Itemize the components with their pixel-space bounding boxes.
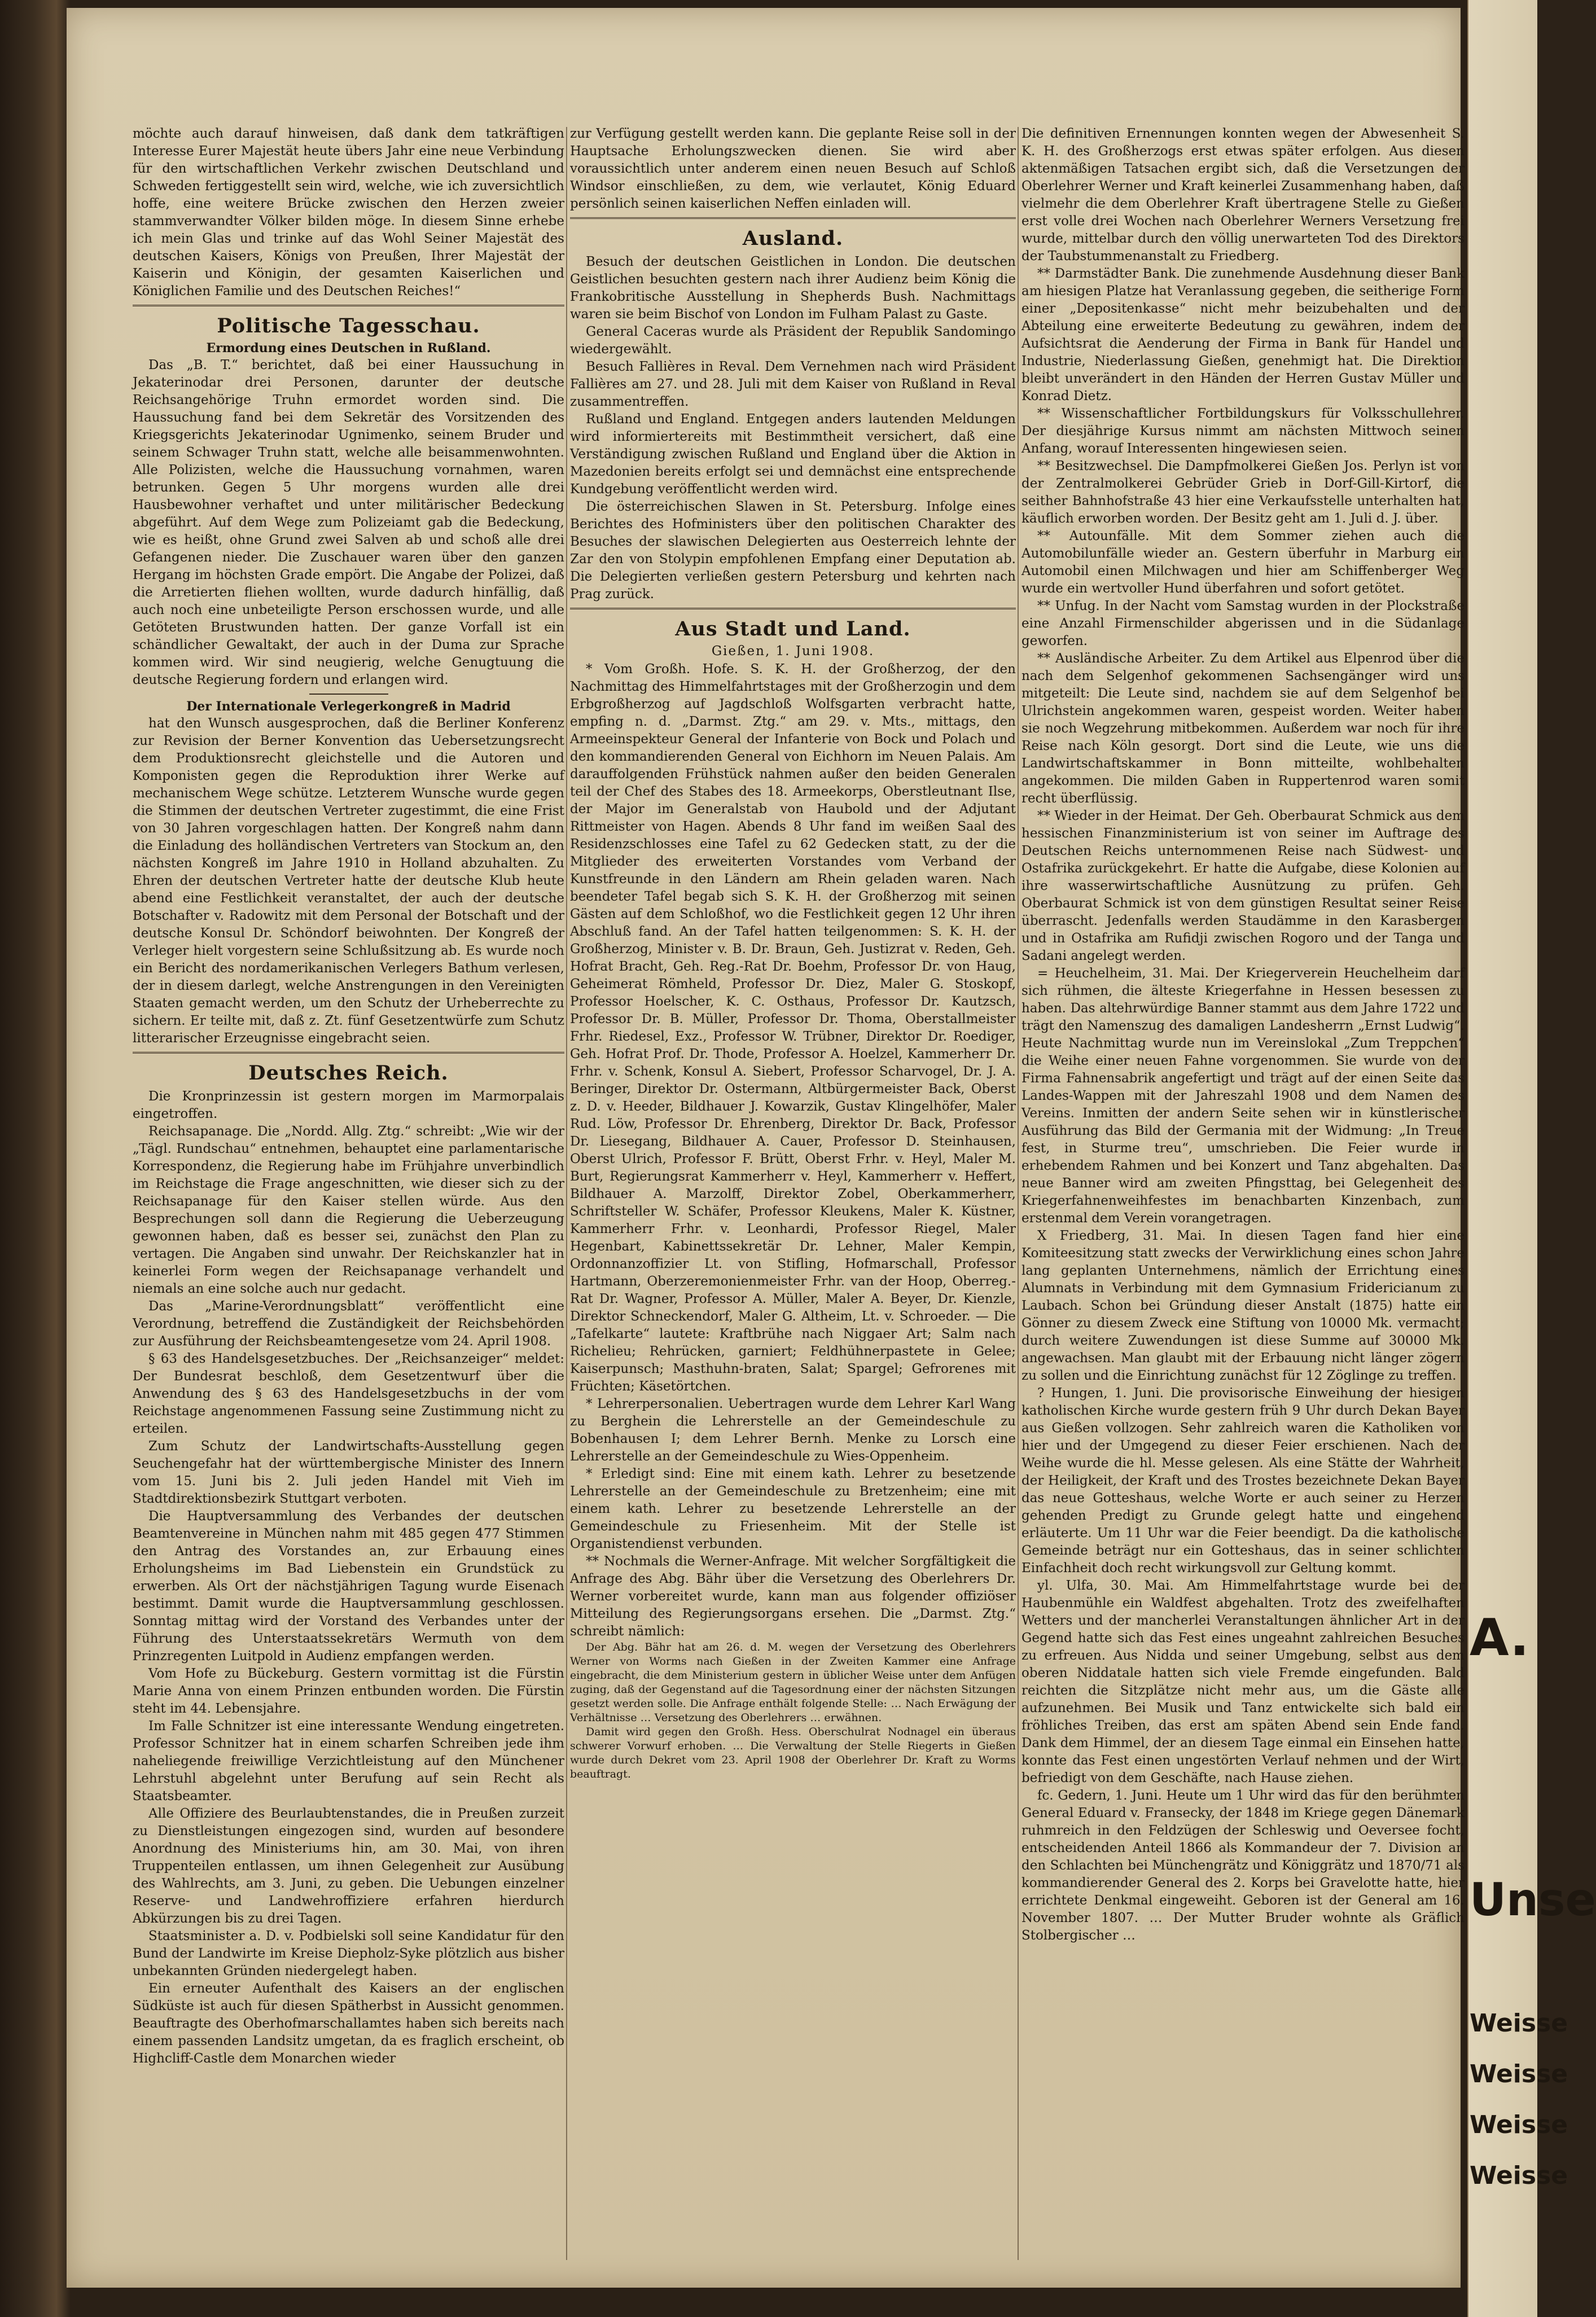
- article-paragraph: Reichsapanage. Die „Nordd. Allg. Ztg.“ schreibt: „Wie wir der „Tägl. Rundschau“ entnehmen, behauptet eine parlamentarische Korrespondenz, die Regierung habe im Frühjahre unverbindlich im Reichstage die Frage angeschnitten, wie dieser sich zu der Reichsapanage für den Kaiser stellen würde. Aus den Besprechungen soll dann die Regierung die Ueberzeugung gewonnen haben, daß es besser sei, zunächst den Plan zu vertagen. Die Angaben sind unwahr. Der Reichskanzler hat in keinerlei Form wegen der Reichsapanage verhandelt und niemals an eine solche auch nur gedacht.: [133, 1124, 564, 1296]
- heading-politische-tagesschau: Politische Tagesschau.: [217, 314, 480, 337]
- article-paragraph: hat den Wunsch ausgesprochen, daß die Berliner Konferenz zur Revision der Berner Konvention das Uebersetzungsrecht dem Produktionsrecht gleichstelle und die Autoren und Komponisten gegen die Reproduktion ihrer Werke auf mechanischem Wege schütze. Letzterem Wunsche wurde gegen die Stimmen der deutschen Vertreter zugestimmt, die eine Frist von 30 Jahren vorgeschlagen hatten. Der Kongreß nahm dann die Einladung des holländischen Vertreters van Stockum an, den nächsten Kongreß im Jahre 1910 in Holland abzuhalten. Zu Ehren der deutschen Vertreter hatte der deutsche Klub heute abend eine Festlichkeit veranstaltet, der auch der deutsche Botschafter v. Radowitz mit dem Personal der Botschaft und der deutsche Konsul Dr. Schöndorf beiwohnten. Der Kongreß der Verleger hielt vorgestern seine Schlußsitzung ab. Es wurde noch ein Bericht des nordamerikanischen Verlegers Bathum verlesen, der in diesem darlegt, welche Anstrengungen in den Vereinigten Staaten gemacht werden, um den Schutz der Urheberrechte zu sichern. Er teilte mit, daß z. Zt. fünf Gesetzentwürfe zum Schutz litterarischer Erzeugnisse eingebracht seien.: [133, 716, 564, 1046]
- local-news-articles: [1021, 265, 1465, 1945]
- adjacent-ad-text: Weisse: [1470, 2060, 1568, 2088]
- article-paragraph: ** Wieder in der Heimat. Der Geh. Oberbaurat Schmick aus dem hessischen Finanzministerium ist von seiner im Auftrage des Deutschen Reichs unternommenen Reise nach Südwest- und Ostafrika zurückgekehrt. Er hatte die Aufgabe, diese Kolonien auf ihre wasserwirtschaftliche Ausnützung zu prüfen. Geh. Oberbaurat Schmick ist von dem günstigen Resultat seiner Reise überrascht. Jedenfalls werden Staudämme in den Karasbergen und in Ostafrika am Rufidji zwischen Rogoro und der Tanga und Sadani angelegt werden.: [1021, 809, 1465, 963]
- column-divider: [1018, 127, 1019, 2260]
- column-3-opening: Die definitiven Ernennungen konnten wegen der Abwesenheit S. K. H. des Großherzogs erst etwas später erfolgen. Aus diesen aktenmäßigen Tatsachen ergibt sich, daß die Versetzungen der Oberlehrer Werner und Kraft keinerlei Zusammenhang haben, daß vielmehr die dem Oberlehrer Kraft übertragene Stelle zu Gießen erst volle drei Wochen nach Oberlehrer Werners Versetzung frei wurde, mittelbar durch den völlig unerwarteten Tod des Direktors der Taubstummenanstalt zu Friedberg.: [1021, 126, 1465, 264]
- article-paragraph: * Vom Großh. Hofe. S. K. H. der Großherzog, der den Nachmittag des Himmelfahrtstages mit der Großherzogin und dem Erbgroßherzog auf Jagdschloß Wolfsgarten verbracht hatte, empfing n. d. „Darmst. Ztg.“ am 29. v. Mts., mittags, den Armeeinspekteur General der Infanterie von Bock und Polach und den kommandierenden General von Eichhorn im Neuen Palais. Am darauffolgenden Frühstück nahmen außer den beiden Generalen teil der Chef des Stabes des 18. Armeekorps, Oberstleutnant Ilse, der Major im Generalstab von Haubold und der Adjutant Rittmeister von Hagen. Abends 8 Uhr fand im weißen Saal des Residenzschlosses eine Tafel zu 62 Gedecken statt, zu der die Mitglieder des erweiterten Vorstandes vom Verband der Kunstfreunde in den Ländern am Rhein geladen waren. Nach beendeter Tafel begab sich S. K. H. der Großherzog mit seinen Gästen auf dem Schloßhof, wo die Festlichkeit gegen 12 Uhr ihren Abschluß fand. An der Tafel hatten teilgenommen: S. K. H. der Großherzog, Minister v. B. Dr. Braun, Geh. Justizrat v. Reden, Geh. Hofrat Bracht, Geh. Reg.-Rat Dr. Boehm, Professor Dr. von Haug, Geheimerat Römheld, Professor Dr. Diez, Maler G. Stoskopf, Professor Hoelscher, K. C. Osthaus, Professor Dr. Kautzsch, Professor Dr. B. Müller, Professor Dr. Thoma, Oberstallmeister Frhr. Riedesel, Exz., Professor W. Trübner, Direktor Dr. Roediger, Geh. Hofrat Prof. Dr. Thode, Professor A. Hoelzel, Kammerherr Dr. Frhr. v. Schenk, Konsul A. Siebert, Professor Scharvogel, Dr. J. A. Beringer, Direktor Dr. Ostermann, Altbürgermeister Back, Oberst z. D. v. Heeder, Bildhauer J. Kowarzik, Gustav Klingelhöfer, Maler Rud. Löw, Professor Dr. Ehrenberg, Direktor Dr. Back, Professor Dr. Liesegang, Bildhauer A. Cauer, Professor D. Steinhausen, Oberst Ulrich, Professor F. Brütt, Oberst Frhr. v. Heyl, Maler M. Burt, Regierungsrat Kammerherr v. Heyl, Kammerherr v. Heffert, Bildhauer A. Marzolff, Direktor Zobel, Oberkammerherr, Schriftsteller W. Schäfer, Professor Kleukens, Maler K. Küstner, Kammerherr Frhr. v. Leonhardi, Professor Riegel, Maler Hegenbart, Kabinettssekretär Dr. Lehner, Maler Kempin, Ordonnanzoffizier Lt. von Stifling, Hofmarschall, Professor Hartmann, Oberzeremonienmeister Frhr. van der Hoop, Oberreg.-Rat Dr. Wagner, Professor A. Müller, Maler A. Beyer, Dr. Kienzle, Direktor Schneckendorf, Maler G. Altheim, Lt. v. Schroeder. — Die „Tafelkarte“ lautete: Kraftbrühe nach Niggaer Art; Salm nach Richelieu; Rehrücken, garniert; Feldhühnerpastete in Gelee; Kaiserpunsch; Masthuhn-braten, Salat; Spargel; Gefrorenes mit Früchten; Käsetörtchen.: [570, 662, 1016, 1394]
- column-2-opening: zur Verfügung gestellt werden kann. Die geplante Reise soll in der Hauptsache Erholungszwecken dienen. Sie wird aber voraussichtlich unter anderem einen neuen Besuch auf Schloß Windsor einschließen, zu dem, wie verlautet, König Eduard persönlich seinen kaiserlichen Neffen einladen will.: [570, 126, 1016, 211]
- heading-ausland: Ausland.: [742, 227, 844, 250]
- article-paragraph: * Erledigt sind: Eine mit einem kath. Lehrer zu besetzende Lehrerstelle an der Gemeindeschule zu Bretzenheim; eine mit einem kath. Lehrer zu besetzende Lehrerstelle an der Gemeindeschule zu Friesenheim. Mit der Stelle ist Organistendienst verbunden.: [570, 1467, 1016, 1551]
- adjacent-ad-text: Weisse: [1470, 2009, 1568, 2038]
- subheading-russland: Ermordung eines Deutschen in Rußland.: [206, 341, 491, 356]
- heading-deutsches-reich: Deutsches Reich.: [248, 1061, 449, 1085]
- column-1: [133, 125, 564, 2270]
- article-paragraph: ** Darmstädter Bank. Die zunehmende Ausdehnung dieser Bank am hiesigen Platze hat Veranlassung gegeben, die seitherige Form einer „Depositenkasse“ nicht mehr beizubehalten und der Abteilung eine erweiterte Bedeutung zu gewähren, indem der Aufsichtsrat die Aenderung der Firma in Bank für Handel und Industrie, Niederlassung Gießen, genehmigt hat. Die Direktion bleibt unverändert in den Händen der Herren Gustav Müller und Konrad Dietz.: [1021, 266, 1465, 403]
- adjacent-ad-text: A.: [1470, 1608, 1529, 1667]
- article-paragraph: Besuch der deutschen Geistlichen in London. Die deutschen Geistlichen besuchten gestern nach ihrer Audienz beim König die Frankobritische Ausstellung in Shepherds Bush. Nachmittags waren sie beim Bischof von London im Fulham Palast zu Gaste.: [570, 254, 1016, 322]
- article-paragraph: Vom Hofe zu Bückeburg. Gestern vormittag ist die Fürstin Marie Anna von einem Prinzen entbunden worden. Die Fürstin steht im 44. Lebensjahre.: [133, 1666, 564, 1716]
- article-paragraph: Besuch Fallières in Reval. Dem Vernehmen nach wird Präsident Fallières am 27. und 28. Juli mit dem Kaiser von Rußland in Reval zusammentreffen.: [570, 359, 1016, 409]
- article-paragraph: Rußland und England. Entgegen anders lautenden Meldungen wird informiertereits mit Bestimmtheit versichert, daß eine Verständigung zwischen Rußland und England über die Aktion in Mazedonien bereits erfolgt sei und demnächst eine entsprechende Kundgebung veröffentlicht werden wird.: [570, 412, 1016, 497]
- deutsches-reich-articles: [133, 1088, 564, 2068]
- article-paragraph: yl. Ulfa, 30. Mai. Am Himmelfahrtstage wurde bei der Haubenmühle ein Waldfest abgehalten. Trotz des zweifelhaften Wetters und der mancherlei Veranstaltungen ähnlicher Art in der Gegend hatte sich das Fest eines ungeahnt zahlreichen Besuches zu erfreuen. Aus Nidda und seiner Umgebung, selbst aus dem oberen Niddatale hatten sich viele Fremde eingefunden. Bald reichten die Sitzplätze nicht mehr aus, um die Gäste alle aufzunehmen. Bei Musik und Tanz entwickelte sich bald ein fröhliches Treiben, das erst am späten Abend sein Ende fand. Dank dem Himmel, der an diesem Tage einmal ein Einsehen hatte, konnte das Fest einen ungestörten Verlauf nehmen und der Wirt, befriedigt von dem Geschäfte, nach Hause ziehen.: [1021, 1578, 1465, 1785]
- article-paragraph: ** Besitzwechsel. Die Dampfmolkerei Gießen Jos. Perlyn ist von der Zentralmolkerei Gebrüder Grieb in Dorf-Gill-Kirtorf, die seither Bahnhofstraße 43 hier eine Verkaufsstelle unterhalten hat, käuflich erworben worden. Der Besitz geht am 1. Juli d. J. über.: [1021, 459, 1465, 526]
- stadt-articles: [570, 661, 1016, 1640]
- article-paragraph: Das „B. T.“ berichtet, daß bei einer Haussuchung in Jekaterinodar drei Personen, darunter der deutsche Reichsangehörige Truhn ermordet worden sind. Die Haussuchung fand bei dem Sekretär des Vorsitzenden des Kriegsgerichts Jekaterinodar Ugnimenko, seinem Bruder und seinem Schwager Truhn statt, welche alle beisammenwohnten. Alle Polizisten, welche die Haussuchung vornahmen, waren betrunken. Gegen 5 Uhr morgens wurden alle drei Hausbewohner verhaftet und unter militärischer Bedeckung abgeführt. Auf dem Wege zum Polizeiamt gab die Bedeckung, wie es heißt, ohne Grund zwei Salven ab und schoß alle drei Gefangenen nieder. Die Zuschauer waren über den ganzen Hergang im höchsten Grade empört. Die Angabe der Polizei, daß die Arretierten fliehen wollten, wurde dadurch hinfällig, daß auch noch eine unbeteiligte Person erschossen wurde, und alle Getöteten Brustwunden hatten. Der ganze Vorfall ist ein schändlicher Gewaltakt, der auch in der Duma zur Sprache kommen wird. Wir sind neugierig, welche Genugtuung die deutsche Regierung fordern und erlangen wird.: [133, 358, 564, 687]
- article-paragraph: Ein erneuter Aufenthalt des Kaisers an der englischen Südküste ist auch für diesen Spätherbst in Aussicht genommen. Beauftragte des Oberhofmarschallamtes haben sich bereits nach einem passenden Landsitz umgetan, da es fraglich erscheint, ob Highcliff-Castle dem Monarchen wieder: [133, 1981, 564, 2066]
- article-paragraph: Alle Offiziere des Beurlaubtenstandes, die in Preußen zurzeit zu Dienstleistungen eingezogen sind, wurden auf besondere Anordnung des Ministeriums hin, am 30. Mai, von ihren Truppenteilen entlassen, um ihnen Gelegenheit zur Ausübung des Wahlrechts, am 3. Juni, zu geben. Die Uebungen einzelner Reserve- und Landwehroffiziere erfahren hierdurch Abkürzungen bis zu drei Tagen.: [133, 1806, 564, 1926]
- article-paragraph: ** Unfug. In der Nacht vom Samstag wurden in der Plockstraße eine Anzahl Firmenschilder abgerissen und in die Südanlage geworfen.: [1021, 599, 1465, 648]
- article-paragraph: = Heuchelheim, 31. Mai. Der Kriegerverein Heuchelheim darf sich rühmen, die älteste Kriegerfahne in Hessen besessen zu haben. Das altehrwürdige Banner stammt aus dem Jahre 1722 und trägt den Namenszug des damaligen Landesherrn „Ernst Ludwig“. Heute Nachmittag wurde nun im Vereinslokal „Zum Treppchen“ die Weihe einer neuen Fahne vorgenommen. Sie wurde von der Firma Fahnensabrik angefertigt und trägt auf der einen Seite das Landes-Wappen mit der Jahreszahl 1908 und dem Namen des Vereins. Inmitten der andern Seite sehen wir in künstlerischer Ausführung das Bild der Germania mit der Widmung: „In Treue fest, in Sturme treu“, umschrieben. Die Feier wurde in erhebendem Rahmen und bei Konzert und Tanz abgehalten. Das neue Banner wird am zweiten Pfingsttag, bei Gelegenheit des Kriegerfahnenweihfestes im benachbarten Kinzenbach, zum erstenmal dem Verein vorangetragen.: [1021, 966, 1465, 1226]
- article-paragraph: ** Ausländische Arbeiter. Zu dem Artikel aus Elpenrod über die nach dem Selgenhof gekommenen Sachsengänger wird uns mitgeteilt: Die Leute sind, nachdem sie auf dem Selgenhof bei Ulrichstein angekommen waren, gespeist worden. Weiter haben sie noch Wegzehrung mitbekommen. Außerdem war noch für ihre Reise nach Köln gesorgt. Dort sind die Leute, wie uns die Landwirtschaftskammer in Bonn mitteilte, wohlbehalten angekommen. Die milden Gaben in Ruppertenrod waren somit recht überflüssig.: [1021, 651, 1465, 806]
- article-paragraph: § 63 des Handelsgesetzbuches. Der „Reichsanzeiger“ meldet: Der Bundesrat beschloß, dem Gesetzentwurf über die Anwendung des § 63 des Handelsgesetzbuchs in der vom Reichstage angenommenen Fassung seine Zustimmung nicht zu erteilen.: [133, 1351, 564, 1436]
- heading-aus-stadt-und-land: Aus Stadt und Land.: [675, 617, 911, 640]
- article-paragraph: Damit wird gegen den Großh. Hess. Oberschulrat Nodnagel ein überaus schwerer Vorwurf erhoben. … Die Verwaltung der Stelle Riegerts in Gießen wurde durch Dekret vom 23. April 1908 der Oberlehrer Dr. Kraft zu Worms beauftragt.: [570, 1726, 1016, 1780]
- article-paragraph: Zum Schutz der Landwirtschafts-Ausstellung gegen Seuchengefahr hat der württembergische Minister des Innern vom 15. Juni bis 2. Juli jeden Handel mit Vieh im Stadtdirektionsbezirk Stuttgart verboten.: [133, 1439, 564, 1506]
- column-2: [570, 125, 1016, 2270]
- article-paragraph: X Friedberg, 31. Mai. In diesen Tagen fand hier eine Komiteesitzung statt zwecks der Verwirklichung eines schon Jahre lang geplanten Unternehmens, nämlich der Errichtung eines Alumnats in Verbindung mit dem Gymnasium Fridericianum zu Laubach. Schon bei Gründung dieser Anstalt (1875) hatte ein Gönner zu diesem Zweck eine Stiftung von 10000 Mk. vermacht; durch weitere Zuwendungen ist diese Summe auf 30000 Mk. angewachsen. Man glaubt mit der Erbauung nicht länger zögern zu sollen und die Einrichtung zunächst für 12 Zöglinge zu treffen.: [1021, 1228, 1465, 1383]
- subheading-verlegerkongress: Der Internationale Verlegerkongreß in Madrid: [186, 699, 511, 714]
- column-3: [1021, 125, 1465, 2270]
- article-paragraph: ** Nochmals die Werner-Anfrage. Mit welcher Sorgfältigkeit die Anfrage des Abg. Bähr über die Versetzung des Oberlehrers Dr. Werner vorbereitet wurde, kann man aus folgender offiziöser Mitteilung des Regierungsorgans ersehen. Die „Darmst. Ztg.“ schreibt nämlich:: [570, 1554, 1016, 1639]
- article-paragraph: fc. Gedern, 1. Juni. Heute um 1 Uhr wird das für den berühmten General Eduard v. Fransecky, der 1848 im Kriege gegen Dänemark ruhmreich in den Feldzügen der Schleswig und Oeversee focht, entscheidenden Anteil 1866 als Kommandeur der 7. Division an den Schlachten bei Münchengrätz und Königgrätz und 1870/71 als kommandierender General des 2. Korps bei Gravelotte hatte, hier errichtete Denkmal eingeweiht. Geboren ist der General am 16. November 1807. … Der Mutter Bruder wohnte als Gräflich Stolbergischer …: [1021, 1788, 1465, 1943]
- article-paragraph: ** Wissenschaftlicher Fortbildungskurs für Volksschullehrer. Der diesjährige Kursus nimmt am nächsten Mittwoch seinen Anfang, worauf Interessenten hingewiesen seien.: [1021, 406, 1465, 456]
- ausland-articles: [570, 253, 1016, 603]
- dateline: Gießen, 1. Juni 1908.: [711, 644, 875, 659]
- section-divider: [133, 1052, 564, 1054]
- article-paragraph: Die Hauptversammlung des Verbandes der deutschen Beamtenvereine in München nahm mit 485 gegen 477 Stimmen den Antrag des Vorstandes an, zur Erbauung eines Erholungsheims im Bad Liebenstein ein Grundstück zu erwerben. Als Ort der nächstjährigen Tagung wurde Eisenach bestimmt. Damit wurde die Hauptversammlung geschlossen. Sonntag mittag wird der Vorstand des Verbandes unter der Führung des Unterstaatssekretärs Wermuth von dem Prinzregenten Luitpold in Audienz empfangen werden.: [133, 1509, 564, 1664]
- article-paragraph: Der Abg. Bähr hat am 26. d. M. wegen der Versetzung des Oberlehrers Werner von Worms nach Gießen in der Zweiten Kammer eine Anfrage eingebracht, die dem Ministerium gestern in üblicher Weise unter dem Anfügen zuging, daß der Gegenstand auf die Tagesordnung einer der nächsten Sitzungen gesetzt werden solle. Die Anfrage enthält folgende Stelle: … Nach Erwägung der Verhältnisse … Versetzung des Oberlehrers … erwähnen.: [570, 1641, 1016, 1724]
- article-paragraph: Die österreichischen Slawen in St. Petersburg. Infolge eines Berichtes des Hofministers über den politischen Charakter des Besuches der slawischen Delegierten aus Oesterreich lehnte der Zar den von Stolypin empfohlenen Empfang einer Deputation ab. Die Delegierten verließen gestern Petersburg und kehrten nach Prag zurück.: [570, 499, 1016, 602]
- section-divider: [570, 217, 1016, 219]
- article-paragraph: Das „Marine-Verordnungsblatt“ veröffentlicht eine Verordnung, betreffend die Zuständigkeit der Reichsbehörden zur Ausführung der Reichsbeamtengesetze vom 24. April 1908.: [133, 1299, 564, 1349]
- section-divider: [570, 608, 1016, 609]
- article-paragraph: General Caceras wurde als Präsident der Republik Sandomingo wiedergewählt.: [570, 324, 1016, 357]
- article-paragraph: ** Autounfälle. Mit dem Sommer ziehen auch die Automobilunfälle wieder an. Gestern überfuhr in Marburg ein Automobil einen Milchwagen und hier am Schiffenberger Weg wurde ein wertvoller Hund überfahren und sofort getötet.: [1021, 529, 1465, 596]
- article-divider: [309, 694, 388, 695]
- adjacent-ad-text: Weisse: [1470, 2161, 1568, 2190]
- article-paragraph: Im Falle Schnitzer ist eine interessante Wendung eingetreten. Professor Schnitzer hat in einem scharfen Schreiben jede ihm naheliegende freiwillige Verzichtleistung auf den Münchener Lehrstuhl abgelehnt unter Berufung auf sein Recht als Staatsbeamter.: [133, 1719, 564, 1803]
- article-paragraph: ? Hungen, 1. Juni. Die provisorische Einweihung der hiesigen katholischen Kirche wurde gestern früh 9 Uhr durch Dekan Bayer aus Gießen vollzogen. Sehr zahlreich waren die Katholiken von hier und der Umgegend zu dieser Feier erschienen. Nach der Weihe wurde die hl. Messe gelesen. Als eine Stätte der Wahrheit, der Heiligkeit, der Kraft und des Trostes bezeichnete Dekan Bayer das neue Gotteshaus, welche Worte er auch seiner zu Herzen gehenden Predigt zu Grunde gelegt hatte und eingehend erläuterte. Um 11 Uhr war die Feier beendigt. Da die katholische Gemeinde beträgt nur ein Gotteshaus, das in seiner schlichten Einfachheit doch recht wirkungsvoll zur Geltung kommt.: [1021, 1386, 1465, 1576]
- article-russland: [133, 357, 564, 689]
- adjacent-ad-text: Weisse: [1470, 2110, 1568, 2139]
- section-divider: [133, 305, 564, 306]
- column-divider: [566, 127, 567, 2260]
- adjacent-page-edge: [1467, 0, 1596, 2317]
- article-verlegerkongress: [133, 715, 564, 1047]
- article-paragraph: * Lehrerpersonalien. Uebertragen wurde dem Lehrer Karl Wang zu Berghein die Lehrerstelle an der Gemeindeschule zu Bobenhausen I; dem Lehrer Bernh. Menke zu Lorsch eine Lehrerstelle an der Gemeindeschule zu Wies-Oppenheim.: [570, 1397, 1016, 1464]
- adjacent-ad-text: Unse: [1470, 1873, 1596, 1926]
- article-paragraph: Staatsminister a. D. v. Podbielski soll seine Kandidatur für den Bund der Landwirte im Kreise Diepholz-Syke plötzlich aus bisher unbekannten Gründen niedergelegt haben.: [133, 1929, 564, 1978]
- quoted-official-statement: [570, 1640, 1016, 1781]
- article-paragraph: Die Kronprinzessin ist gestern morgen im Marmorpalais eingetroffen.: [133, 1089, 564, 1121]
- column-1-opening: möchte auch darauf hinweisen, daß dank dem tatkräftigen Interesse Eurer Majestät heute übers Jahr eine neue Verbindung für den wirtschaftlichen Verkehr zwischen Deutschland und Schweden fertiggestellt sein wird, welche, wie ich zuversichtlich hoffe, eine weitere Brücke zwischen den Herzen zweier stammverwandter Völker bilden möge. In diesem Sinne erhebe ich mein Glas und trinke auf das Wohl Seiner Majestät des deutschen Kaisers, Königs von Preußen, Ihrer Majestät der Kaiserin und Königin, der gesamten Kaiserlichen und Königlichen Familie und des Deutschen Reiches!“: [133, 126, 564, 299]
